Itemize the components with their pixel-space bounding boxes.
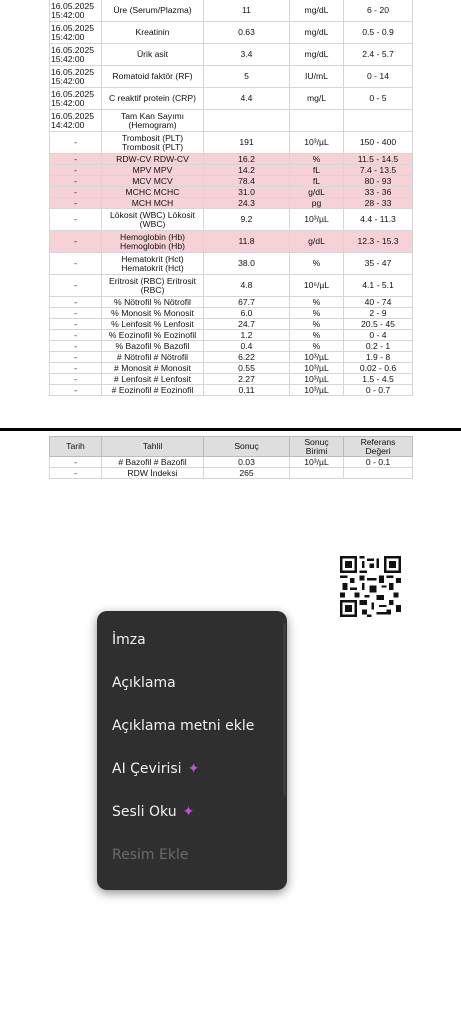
- sparkle-icon: ✦: [187, 761, 200, 777]
- header-test: Tahlil: [102, 437, 204, 457]
- cell-result: 6.0: [204, 308, 290, 319]
- cell-date: 16.05.2025 15:42:00: [50, 22, 102, 44]
- menu-item-i̇mza[interactable]: [112, 632, 146, 648]
- cell-date: -: [50, 457, 102, 468]
- table-row: [50, 374, 413, 385]
- cell-unit: g/dL: [290, 187, 344, 198]
- cell-test: Romatoid faktör (RF): [102, 66, 204, 88]
- table-row: [50, 0, 413, 22]
- cell-test: % Lenfosit % Lenfosit: [102, 319, 204, 330]
- cell-ref: 150 - 400: [344, 132, 413, 154]
- cell-ref: 0.5 - 0.9: [344, 22, 413, 44]
- cell-result: 31.0: [204, 187, 290, 198]
- cell-result: 4.4: [204, 88, 290, 110]
- cell-date: 16.05.2025 14:42:00: [50, 110, 102, 132]
- table-row: [50, 198, 413, 209]
- cell-unit: mg/dL: [290, 44, 344, 66]
- cell-test: Hemoglobin (Hb) Hemoglobin (Hb): [102, 231, 204, 253]
- table-row: [50, 22, 413, 44]
- cell-date: 16.05.2025 15:42:00: [50, 88, 102, 110]
- table-row: [50, 253, 413, 275]
- cell-ref: 33 - 36: [344, 187, 413, 198]
- cell-date: 16.05.2025 15:42:00: [50, 44, 102, 66]
- cell-unit: [290, 468, 344, 479]
- cell-test: % Eozinofil % Eozinofil: [102, 330, 204, 341]
- cell-ref: 6 - 20: [344, 0, 413, 22]
- cell-date: -: [50, 187, 102, 198]
- menu-scrollbar[interactable]: [283, 623, 286, 797]
- cell-unit: %: [290, 253, 344, 275]
- cell-unit: 10³/µL: [290, 132, 344, 154]
- table-row: [50, 341, 413, 352]
- cell-result: 0.63: [204, 22, 290, 44]
- cell-date: -: [50, 297, 102, 308]
- cell-ref: 35 - 47: [344, 253, 413, 275]
- cell-unit: 10³/µL: [290, 209, 344, 231]
- cell-date: -: [50, 374, 102, 385]
- table-row: [50, 176, 413, 187]
- cell-test: Kreatinin: [102, 22, 204, 44]
- cell-unit: %: [290, 319, 344, 330]
- cell-unit: %: [290, 297, 344, 308]
- sparkle-icon: ✦: [182, 804, 195, 820]
- cell-unit: mg/dL: [290, 0, 344, 22]
- cell-date: -: [50, 319, 102, 330]
- cell-test: RDW İndeksi: [102, 468, 204, 479]
- cell-unit: pg: [290, 198, 344, 209]
- cell-test: MPV MPV: [102, 165, 204, 176]
- table-row: [50, 187, 413, 198]
- cell-ref: 80 - 93: [344, 176, 413, 187]
- cell-date: -: [50, 165, 102, 176]
- table-row: [50, 330, 413, 341]
- lab-results-table: [49, 0, 413, 396]
- cell-ref: [344, 468, 413, 479]
- table-row: [50, 231, 413, 253]
- cell-test: % Nötrofil % Nötrofil: [102, 297, 204, 308]
- cell-test: Hematokrit (Hct) Hematokrit (Hct): [102, 253, 204, 275]
- cell-result: 0.4: [204, 341, 290, 352]
- cell-result: 5: [204, 66, 290, 88]
- cell-result: 38.0: [204, 253, 290, 275]
- cell-unit: %: [290, 308, 344, 319]
- cell-result: 0.55: [204, 363, 290, 374]
- menu-item-label: Açıklama metni ekle: [112, 718, 255, 734]
- cell-date: -: [50, 132, 102, 154]
- table-row: [50, 308, 413, 319]
- cell-date: -: [50, 330, 102, 341]
- table-row: [50, 165, 413, 176]
- table-row: [50, 297, 413, 308]
- menu-item-resim-ekle: [112, 847, 188, 863]
- cell-unit: 10³/µL: [290, 374, 344, 385]
- cell-ref: [344, 110, 413, 132]
- cell-result: 14.2: [204, 165, 290, 176]
- cell-ref: 11.5 - 14.5: [344, 154, 413, 165]
- cell-result: 0.11: [204, 385, 290, 396]
- page-divider: [0, 428, 461, 431]
- table-row: [50, 275, 413, 297]
- cell-test: # Nötrofil # Nötrofil: [102, 352, 204, 363]
- cell-result: 11.8: [204, 231, 290, 253]
- cell-ref: 1.9 - 8: [344, 352, 413, 363]
- menu-item-ai-çevirisi[interactable]: [112, 761, 199, 777]
- cell-unit: %: [290, 154, 344, 165]
- menu-item-açıklama[interactable]: [112, 675, 176, 691]
- cell-test: % Bazofil % Bazofil: [102, 341, 204, 352]
- table-row: [50, 319, 413, 330]
- cell-test: Tam Kan Sayımı (Hemogram): [102, 110, 204, 132]
- cell-unit: mg/dL: [290, 22, 344, 44]
- cell-test: Ürik asit: [102, 44, 204, 66]
- cell-date: -: [50, 176, 102, 187]
- cell-ref: 7.4 - 13.5: [344, 165, 413, 176]
- cell-test: Lökosit (WBC) Lökosit (WBC): [102, 209, 204, 231]
- header-unit: Sonuç Birimi: [290, 437, 344, 457]
- cell-unit: fL: [290, 165, 344, 176]
- cell-ref: 0.02 - 0.6: [344, 363, 413, 374]
- table-row: [50, 110, 413, 132]
- cell-ref: 20.5 - 45: [344, 319, 413, 330]
- cell-ref: 0 - 14: [344, 66, 413, 88]
- cell-unit: %: [290, 330, 344, 341]
- cell-ref: 2 - 9: [344, 308, 413, 319]
- menu-item-açıklama-metni-ekle[interactable]: [112, 718, 254, 734]
- cell-result: 3.4: [204, 44, 290, 66]
- cell-date: 16.05.2025 15:42:00: [50, 0, 102, 22]
- cell-test: C reaktif protein (CRP): [102, 88, 204, 110]
- cell-ref: 0.2 - 1: [344, 341, 413, 352]
- cell-result: 24.3: [204, 198, 290, 209]
- cell-ref: 1.5 - 4.5: [344, 374, 413, 385]
- cell-result: 11: [204, 0, 290, 22]
- cell-result: 6.22: [204, 352, 290, 363]
- cell-test: RDW-CV RDW-CV: [102, 154, 204, 165]
- table-row: [50, 44, 413, 66]
- cell-test: # Bazofil # Bazofil: [102, 457, 204, 468]
- cell-unit: g/dL: [290, 231, 344, 253]
- cell-unit: [290, 110, 344, 132]
- cell-test: # Eozinofil # Eozinofil: [102, 385, 204, 396]
- cell-date: -: [50, 352, 102, 363]
- cell-test: % Monosit % Monosit: [102, 308, 204, 319]
- cell-date: -: [50, 198, 102, 209]
- table-row: [50, 363, 413, 374]
- cell-unit: %: [290, 341, 344, 352]
- cell-result: 9.2: [204, 209, 290, 231]
- lab-results-table-continued: [49, 436, 413, 479]
- cell-result: 0.03: [204, 457, 290, 468]
- menu-item-label: Açıklama: [112, 675, 176, 691]
- cell-date: -: [50, 385, 102, 396]
- cell-result: 24.7: [204, 319, 290, 330]
- cell-result: 78.4: [204, 176, 290, 187]
- cell-unit: 10³/µL: [290, 352, 344, 363]
- cell-date: -: [50, 275, 102, 297]
- cell-unit: 10³/µL: [290, 457, 344, 468]
- cell-result: 67.7: [204, 297, 290, 308]
- table-row: [50, 468, 413, 479]
- cell-test: Eritrosit (RBC) Eritrosit (RBC): [102, 275, 204, 297]
- cell-ref: 0 - 0.1: [344, 457, 413, 468]
- cell-ref: 0 - 0.7: [344, 385, 413, 396]
- cell-test: # Monosit # Monosit: [102, 363, 204, 374]
- cell-result: 1.2: [204, 330, 290, 341]
- table-row: [50, 66, 413, 88]
- cell-date: 16.05.2025 15:42:00: [50, 66, 102, 88]
- cell-result: 2.27: [204, 374, 290, 385]
- cell-ref: 4.4 - 11.3: [344, 209, 413, 231]
- cell-test: MCH MCH: [102, 198, 204, 209]
- cell-date: -: [50, 363, 102, 374]
- cell-date: -: [50, 154, 102, 165]
- cell-ref: 2.4 - 5.7: [344, 44, 413, 66]
- menu-item-label: Resim Ekle: [112, 847, 189, 863]
- cell-unit: fL: [290, 176, 344, 187]
- table-row: [50, 154, 413, 165]
- header-ref: Referans Değeri: [344, 437, 413, 457]
- cell-test: Üre (Serum/Plazma): [102, 0, 204, 22]
- menu-item-label: AI Çevirisi: [112, 761, 182, 777]
- table-row: [50, 352, 413, 363]
- cell-date: -: [50, 231, 102, 253]
- table-row: [50, 88, 413, 110]
- table-row: [50, 209, 413, 231]
- cell-test: MCHC MCHC: [102, 187, 204, 198]
- cell-test: # Lenfosit # Lenfosit: [102, 374, 204, 385]
- cell-ref: 4.1 - 5.1: [344, 275, 413, 297]
- cell-date: -: [50, 209, 102, 231]
- cell-test: Trombosit (PLT) Trombosit (PLT): [102, 132, 204, 154]
- cell-date: -: [50, 468, 102, 479]
- table-header-row: [50, 437, 413, 457]
- cell-ref: 0 - 5: [344, 88, 413, 110]
- header-result: Sonuç: [204, 437, 290, 457]
- cell-date: -: [50, 308, 102, 319]
- table-row: [50, 385, 413, 396]
- cell-result: 265: [204, 468, 290, 479]
- menu-item-label: Sesli Oku: [112, 804, 177, 820]
- cell-result: 16.2: [204, 154, 290, 165]
- table-row: [50, 457, 413, 468]
- cell-unit: 10⁶/µL: [290, 275, 344, 297]
- qr-code: [340, 556, 401, 617]
- cell-date: -: [50, 341, 102, 352]
- cell-unit: mg/L: [290, 88, 344, 110]
- cell-ref: 12.3 - 15.3: [344, 231, 413, 253]
- cell-unit: 10³/µL: [290, 385, 344, 396]
- cell-unit: 10³/µL: [290, 363, 344, 374]
- cell-unit: IU/mL: [290, 66, 344, 88]
- cell-result: 4.8: [204, 275, 290, 297]
- cell-date: -: [50, 253, 102, 275]
- menu-item-label: İmza: [112, 632, 146, 648]
- cell-ref: 40 - 74: [344, 297, 413, 308]
- cell-result: 191: [204, 132, 290, 154]
- menu-item-sesli-oku[interactable]: [112, 804, 194, 820]
- cell-ref: 28 - 33: [344, 198, 413, 209]
- header-date: Tarih: [50, 437, 102, 457]
- cell-result: [204, 110, 290, 132]
- table-row: [50, 132, 413, 154]
- cell-ref: 0 - 4: [344, 330, 413, 341]
- context-menu: [97, 611, 287, 890]
- cell-test: MCV MCV: [102, 176, 204, 187]
